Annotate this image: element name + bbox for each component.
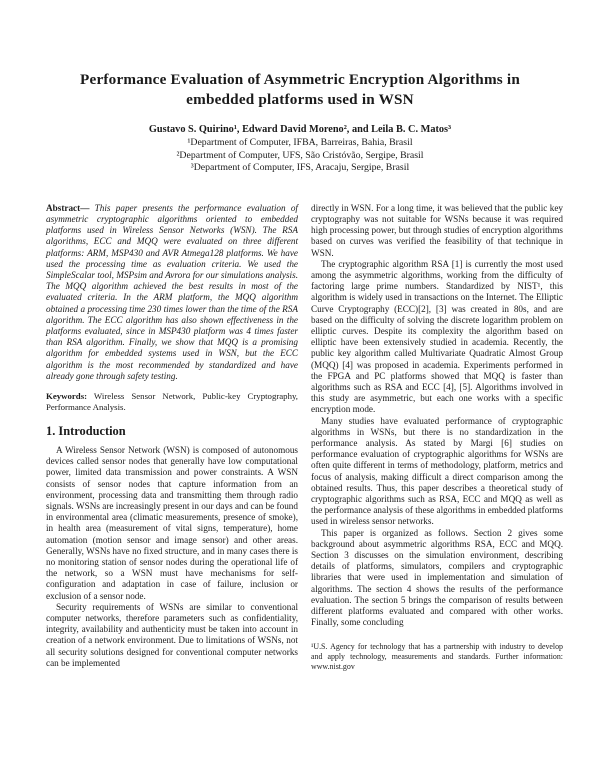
affiliation-2: ²Department of Computer, UFS, São Cristóvão, Sergipe, Brasil	[176, 149, 424, 161]
paper-title: Performance Evaluation of Asymmetric Encryption Algorithms in embedded platforms used in WSN	[80, 71, 520, 108]
abstract-label: Abstract—	[46, 202, 90, 213]
two-column-body	[46, 203, 563, 672]
keywords-text: Wireless Sensor Network, Public-key Cryptography, Performance Analysis.	[46, 391, 298, 413]
keywords-label: Keywords:	[46, 391, 88, 402]
affiliations-block	[0, 137, 600, 175]
footnote-nist: ¹U.S. Agency for technology that has a partnership with industry to develop and apply technology, measurements and standards. Further information: www.nist.gov	[311, 641, 563, 671]
authors-line: Gustavo S. Quirino¹, Edward David Moreno², and Leila B. C. Matos³	[148, 124, 452, 135]
intro-paragraph-1: A Wireless Sensor Network (WSN) is composed of autonomous devices called sensor nodes that generally have low computational power, limited data transmission and power constraints. A WSN consists of sensor nodes that capture information from an environment, processing data and transmitting them through radio signals. WSNs are increasingly present in our days and can be found in environmental area (climatic measurements, presence of smoke), in health area (measurement of vital signs, temperature), home automation (motion sensor and image sensor) and other areas. Generally, WSNs have no fixed structure, and in many cases there is no monitoring station of sensor nodes during the operational life of the network, so a WSN must have mechanisms for self-configuration and adaptation in case of failure, inclusion or exclusion of a sensor node.	[46, 445, 298, 601]
abstract-text: This paper presents the performance evaluation of asymmetric cryptographic algorithms oriented to embedded platforms used in Wireless Sensor Networks (WSN). The RSA algorithms, ECC and MQQ were evaluated on three different platforms: ARM, MSP430 and AVR Atmega128 platforms. We have used the processing time as evaluation criteria. We used the SimpleScalar tool, MSPsim and Avrora for our simulations analysis. The MQQ algorithm achieved the best results in most of the evaluated criteria. In the ARM platform, the MQQ algorithm obtained a processing time 230 times lower than the time of the RSA algorithm. The ECC algorithm has also shown effectiveness in the platforms evaluated, since in MSP430 platform was 4 times faster than RSA algorithm. Finally, we show that MQQ is a promising algorithm for embedded systems used in WSN, but the ECC algorithm is the most recommended by standardized and have already gone through safety testing.	[46, 202, 298, 381]
right-paragraph-3: Many studies have evaluated performance of cryptographic algorithms in WSNs, but there is no standardization in the performance analysis. As stated by Margi [6] studies on performance evaluation of cryptographic algorithms for WSNs are often quite different in terms of methodology, platform, metrics and focus of analysis, making difficult a direct comparison among the obtained results. Thus, this paper describes a theoretical study of cryptographic algorithms such as RSA, ECC and MQQ as well as the performance analysis of these algorithms in embedded platforms used in wireless sensor networks.	[311, 415, 563, 527]
right-paragraph-2: The cryptographic algorithm RSA [1] is currently the most used among the asymmetric algorithms, working from the difficulty of factoring large prime numbers. Standardized by NIST¹, this algorithm is widely used in transactions on the Internet. The Elliptic Curve Cryptography (ECC)[2], [3] was created in 80s, and are based on the difficulty of solving the discrete logarithm problem on elliptic curves. Despite its complexity the algorithm based on elliptic have been extensively studied in academia. Recently, the public key algorithm called Multivariate Quadratic Almost Group (MQQ) [4] was proposed in academia. Experiments performed in the FPGA and PC platforms showed that MQQ is faster than algorithms such as RSA and ECC [4], [5]. Algorithms involved in this study are asymmetric, but each one works with a specific encryption mode.	[311, 258, 563, 415]
affiliation-1: ¹Department of Computer, IFBA, Barreiras, Bahia, Brasil	[187, 137, 413, 148]
keywords	[46, 391, 298, 413]
intro-paragraph-2: Security requirements of WSNs are similar to conventional computer networks, therefore parameters such as confidentiality, integrity, availability and authenticity must be taken into account in creation of a network environment. Due to limitations of WSNs, not all security solutions designed for conventional computer networks can be implemented	[46, 601, 298, 668]
abstract	[46, 203, 298, 382]
right-column	[311, 203, 563, 672]
right-paragraph-4: This paper is organized as follows. Section 2 gives some background about asymmetric algorithms RSA, ECC and MQQ. Section 3 discusses on the simulation environment, describing details of platforms, simulators, compilers and cryptographic libraries that were used in implementation and simulation of algorithms. The section 4 shows the results of the performance evaluation. The section 5 brings the comparison of results between different platforms evaluated and compared with other works. Finally, some concluding	[311, 527, 563, 628]
left-column	[46, 203, 298, 669]
section-heading-introduction: 1. Introduction	[46, 424, 126, 439]
affiliation-3: ³Department of Computer, IFS, Aracaju, Sergipe, Brasil	[190, 162, 410, 174]
right-paragraph-1: directly in WSN. For a long time, it was believed that the public key cryptography was not suitable for WSNs because it was required high processing power, but through studies of encryption algorithms based on curves was verified the feasibility of that technique in WSN.	[311, 202, 563, 258]
